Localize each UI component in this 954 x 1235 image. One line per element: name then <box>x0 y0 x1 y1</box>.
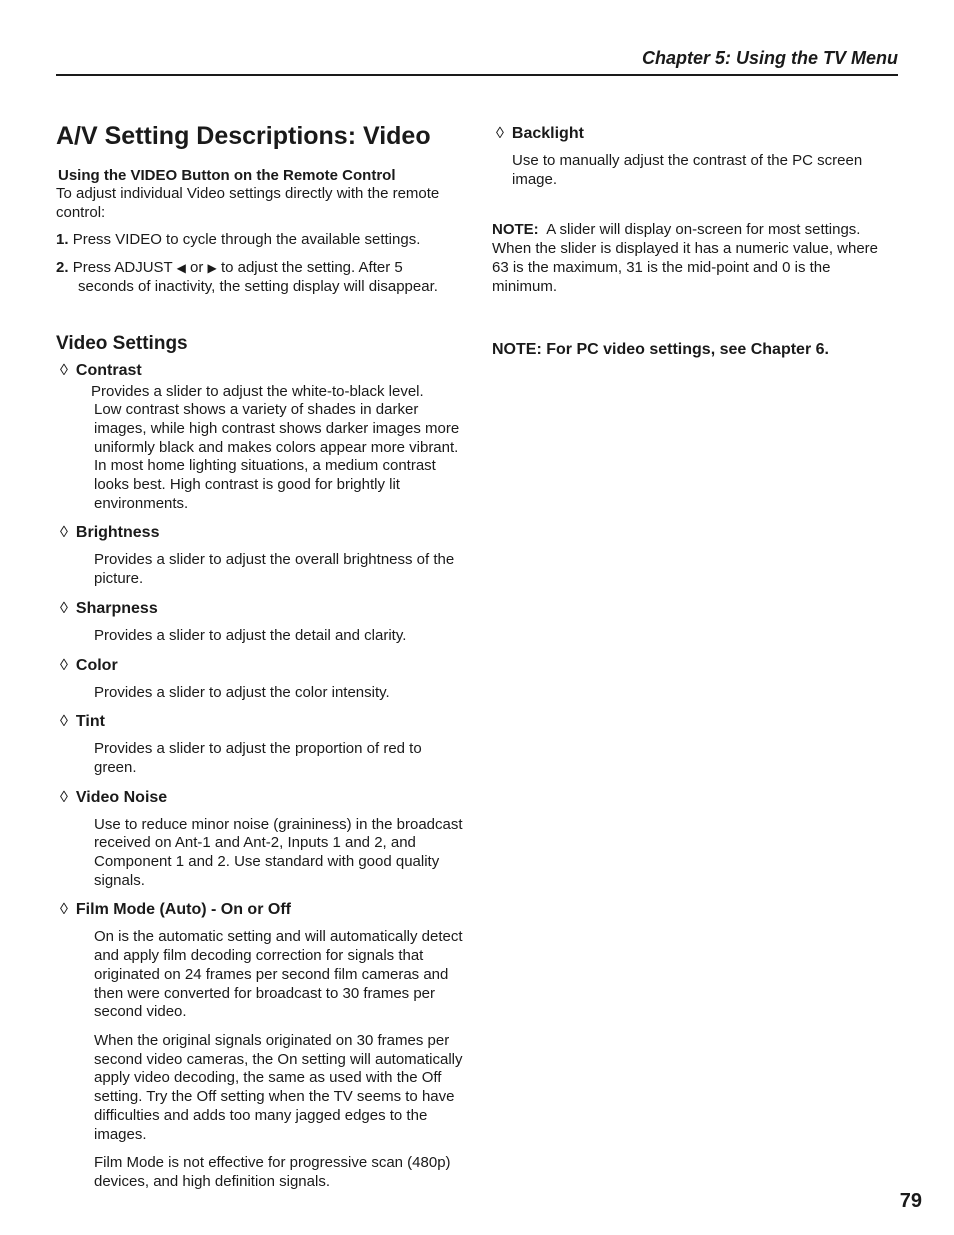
backlight-title <box>496 124 892 144</box>
setting-title-text: Tint <box>75 713 105 731</box>
video-settings-heading: Video Settings <box>56 332 188 354</box>
remote-intro: To adjust individual Video settings directly with the remote control: <box>56 185 440 221</box>
diamond-bullet-icon: ◊ <box>496 125 504 142</box>
chapter-header <box>56 44 898 76</box>
setting-description: Provides a slider to adjust the overall brightness of the picture. <box>94 551 455 588</box>
video-settings-list <box>56 361 466 1192</box>
setting-description: Film Mode is not effective for progressive scan (480p) devices, and high definition signals. <box>94 1154 451 1190</box>
diamond-bullet-icon: ◊ <box>60 656 68 674</box>
setting-description: Provides a slider to adjust the proportion of red to green. <box>94 740 422 776</box>
backlight-title-text: Backlight <box>511 125 584 142</box>
setting-title <box>60 599 466 619</box>
note-text: A slider will display on-screen for most settings. When the slider is displayed it has a numeric value, where 63 is the maximum, 31 is the mid-point and 0 is the minimum. <box>492 221 879 295</box>
setting-description: Low contrast shows a variety of shades in darker images, while high contrast shows darker images more uniformly black and makes colors appear more vibrant. In most home lighting situations, a medium contrast looks best. High contrast is good for brightly lit environments. <box>94 401 460 512</box>
step-2-text-c: seconds of inactivity, the setting display will disappear. <box>78 277 438 295</box>
setting-title-text: Brightness <box>75 524 160 542</box>
diamond-bullet-icon: ◊ <box>60 901 68 919</box>
step-1-text: Press VIDEO to cycle through the available settings. <box>72 231 421 249</box>
setting-title <box>60 900 466 920</box>
diamond-bullet-icon: ◊ <box>60 788 68 806</box>
page-number: 79 <box>899 1190 922 1212</box>
setting-description: When the original signals originated on 30 frames per second video cameras, the On setting will automatically apply video decoding, the same as used with the Off setting. Try the Off setting when the TV seems to have difficulties and adds too many jagged edges to the images. <box>94 1031 463 1143</box>
right-column <box>492 124 892 360</box>
step-2-number: 2. <box>56 259 69 277</box>
chapter-title: Chapter 5: Using the TV Menu <box>641 48 898 68</box>
step-1-number: 1. <box>56 231 69 249</box>
page-title: A/V Setting Descriptions: Video <box>56 122 431 150</box>
setting-description: Provides a slider to adjust the color intensity. <box>94 683 390 701</box>
diamond-bullet-icon: ◊ <box>60 361 68 379</box>
slider-note <box>492 221 892 296</box>
setting-title <box>60 788 466 808</box>
right-triangle-icon: ▶ <box>207 261 217 276</box>
diamond-bullet-icon: ◊ <box>60 524 68 542</box>
step-2 <box>56 259 466 296</box>
setting-title-text: Sharpness <box>75 599 158 617</box>
setting-title-text: Contrast <box>75 361 142 379</box>
setting-description: Provides a slider to adjust the white-to-black level. <box>91 382 424 400</box>
setting-description: On is the automatic setting and will automatically detect and apply film decoding correction for signals that originated on 24 frames per second film cameras and then were converted for broadcast to 30 frames per second video. <box>94 928 463 1021</box>
diamond-bullet-icon: ◊ <box>60 599 68 617</box>
step-2-text-a: Press ADJUST <box>72 259 173 277</box>
step-2-text-b: to adjust the setting. After 5 <box>220 259 403 277</box>
pc-settings-note: NOTE: For PC video settings, see Chapter 6. <box>492 341 829 359</box>
step-2-or: or <box>190 259 204 277</box>
left-triangle-icon: ◀ <box>176 261 186 276</box>
setting-title-text: Film Mode (Auto) - On or Off <box>75 901 291 919</box>
remote-heading: Using the VIDEO Button on the Remote Control <box>58 167 396 184</box>
backlight-description: Use to manually adjust the contrast of the PC screen image. <box>512 152 863 188</box>
setting-title <box>60 361 466 381</box>
setting-description: Provides a slider to adjust the detail and clarity. <box>94 626 407 644</box>
step-1 <box>56 231 466 250</box>
setting-title <box>60 712 466 732</box>
setting-title <box>60 523 466 543</box>
setting-title-text: Color <box>75 656 118 674</box>
left-column <box>56 120 466 1202</box>
note-label: NOTE: <box>492 221 539 239</box>
setting-title <box>60 656 466 676</box>
setting-title-text: Video Noise <box>75 788 168 806</box>
diamond-bullet-icon: ◊ <box>60 713 68 731</box>
setting-description: Use to reduce minor noise (graininess) in the broadcast received on Ant-1 and Ant-2, Inputs 1 and 2, and Component 1 and 2. Use standard with good quality signals. <box>94 815 463 889</box>
